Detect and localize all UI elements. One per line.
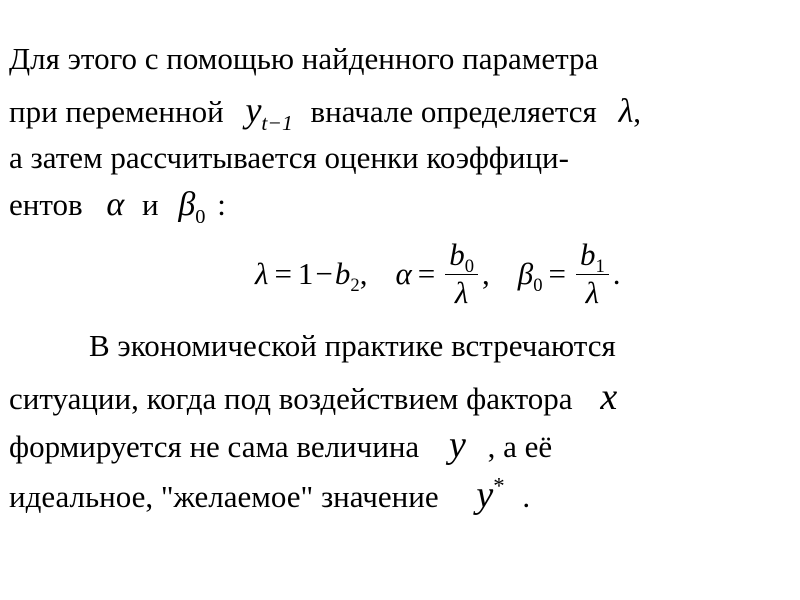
- formula-beta0: [517, 256, 543, 297]
- formula-comma-1: ,: [359, 256, 368, 291]
- beta-subscript: 0: [195, 205, 206, 228]
- p2-line-4-text: идеальное, "желаемое" значение: [9, 479, 439, 514]
- p2-line-4-period: .: [522, 479, 531, 514]
- beta-letter: β: [178, 186, 196, 223]
- p1-line-2-text-before: при переменной: [9, 94, 224, 129]
- p1-line-4: [9, 186, 226, 228]
- formula-equals-3: =: [548, 256, 566, 291]
- fraction-beta-numerator-letter: b: [580, 236, 596, 272]
- formula-beta0-subscript: 0: [533, 275, 543, 297]
- fraction-beta-numerator-subscript: 1: [595, 256, 605, 278]
- formula-block: [255, 232, 621, 316]
- formula-minus: −: [315, 256, 333, 291]
- p1-line-3: [9, 142, 569, 173]
- p2-line-1-text: В экономической практике встречаются: [89, 328, 616, 363]
- fraction-alpha: [445, 236, 478, 310]
- formula-b2: [334, 256, 360, 297]
- fraction-beta-denominator: λ: [585, 274, 600, 310]
- beta-symbol: [178, 186, 206, 228]
- lambda-symbol: λ: [618, 93, 634, 130]
- formula-equals-1: =: [274, 256, 292, 291]
- p1-line-3-text: а затем рассчитывается оценки коэффици-: [9, 140, 569, 175]
- variable-y-letter: y: [245, 90, 262, 130]
- fraction-alpha-numerator: [445, 236, 478, 278]
- p1-line-4-colon: :: [217, 187, 226, 222]
- variable-y: [245, 90, 293, 136]
- p2-line-3-text-before: формируется не сама величина: [9, 429, 420, 464]
- fraction-alpha-denominator: λ: [454, 274, 469, 310]
- p1-line-2-comma: ,: [633, 94, 642, 129]
- p1-line-1: [9, 43, 598, 74]
- variable-x: x: [600, 376, 618, 418]
- fraction-alpha-numerator-letter: b: [449, 236, 465, 272]
- formula-b2-subscript: 2: [350, 275, 360, 297]
- p1-line-4-and: и: [141, 187, 159, 222]
- formula-equals-2: =: [417, 256, 436, 291]
- variable-y-star: [476, 474, 504, 516]
- fraction-beta-numerator: [576, 236, 609, 278]
- p1-line-1-text: Для этого с помощью найденного параметра: [9, 41, 599, 76]
- p1-line-4-text: ентов: [9, 187, 83, 222]
- p1-line-2-text-after: вначале определяется: [310, 94, 597, 129]
- p2-line-3-text-after: , а её: [487, 429, 553, 464]
- p1-line-2: [9, 90, 642, 136]
- formula-comma-2: ,: [482, 256, 490, 291]
- formula-one: 1: [297, 256, 314, 291]
- variable-y-2: y: [448, 424, 466, 466]
- variable-y-star-letter: y: [476, 474, 494, 516]
- formula-lambda: λ: [255, 256, 269, 291]
- fraction-alpha-numerator-subscript: 0: [464, 256, 475, 278]
- formula-period: .: [612, 256, 621, 291]
- fraction-beta: [576, 236, 609, 310]
- p2-line-1: [89, 330, 616, 361]
- formula-alpha: α: [395, 256, 412, 291]
- variable-y-subscript: t−1: [261, 111, 293, 136]
- p2-line-3: [9, 426, 552, 464]
- p2-line-2: [9, 378, 617, 416]
- variable-y-star-superscript: *: [493, 473, 505, 499]
- formula-b2-letter: b: [334, 256, 351, 291]
- alpha-symbol: α: [106, 186, 125, 223]
- formula-beta0-letter: β: [517, 256, 534, 291]
- p2-line-4: [9, 473, 531, 516]
- p2-line-2-text: ситуации, когда под воздействием фактора: [9, 381, 573, 416]
